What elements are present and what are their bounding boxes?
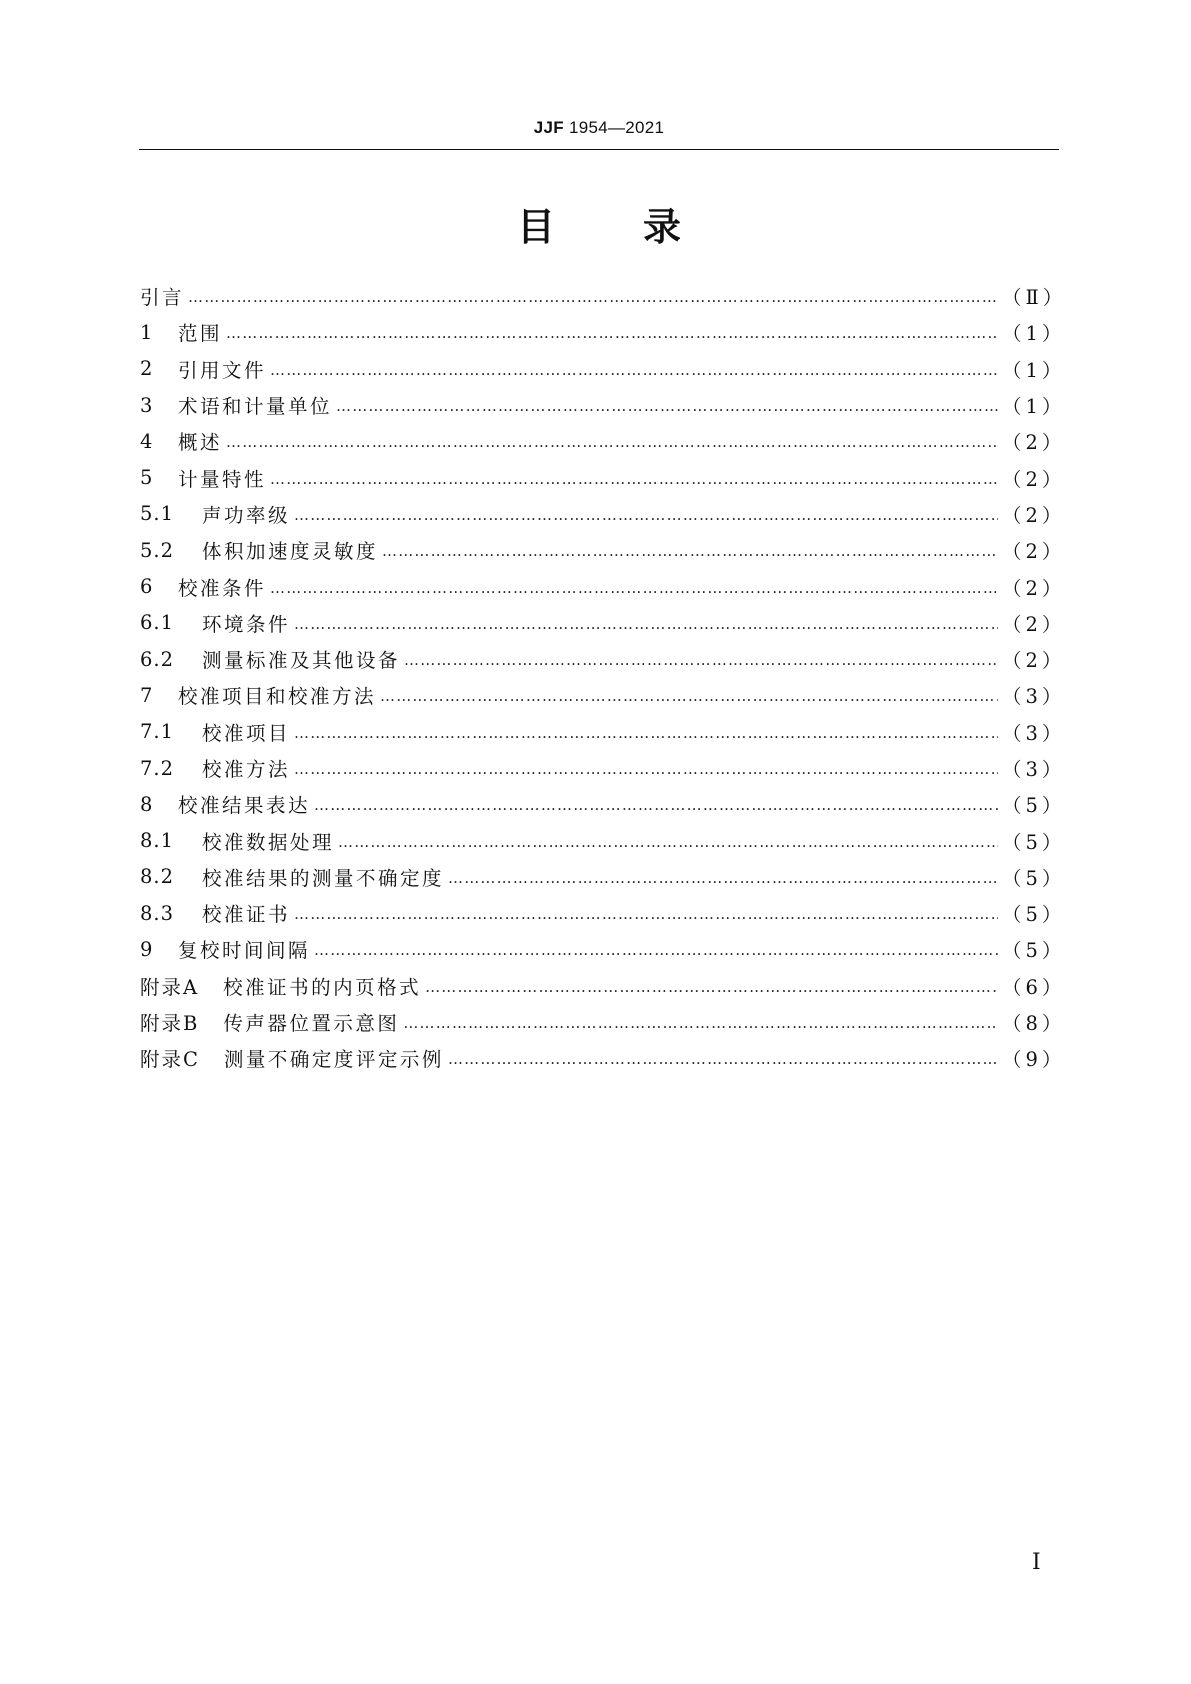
toc-entry-number: 8.3	[140, 901, 175, 925]
toc-entry-number: 6.1	[140, 611, 175, 635]
toc-entry-3[interactable]	[140, 387, 1066, 423]
toc-entry-title: 校准条件	[178, 576, 267, 600]
table-of-contents	[140, 278, 1067, 1077]
toc-entry-8[interactable]	[140, 786, 1066, 822]
toc-entry-4[interactable]	[140, 423, 1066, 459]
toc-entry-page: （1）	[1002, 395, 1066, 419]
title-char-2: 录	[643, 205, 682, 249]
toc-entry-8-2[interactable]	[140, 859, 1066, 895]
toc-entry-5-1[interactable]	[140, 496, 1066, 532]
toc-entry-appendix-b[interactable]	[140, 1004, 1066, 1040]
toc-entry-number: 4	[140, 429, 154, 453]
toc-leader-dots	[314, 796, 998, 814]
toc-entry-appendix-c[interactable]	[140, 1040, 1066, 1076]
toc-entry-title: 复校时间间隔	[178, 939, 311, 963]
toc-entry-7-1[interactable]	[140, 714, 1066, 750]
toc-entry-5-2[interactable]	[140, 532, 1066, 568]
toc-entry-number: 5.1	[140, 502, 175, 526]
toc-entry-title: 概述	[178, 431, 223, 455]
toc-entry-title: 声功率级	[202, 503, 291, 527]
toc-entry-page: （2）	[1002, 467, 1066, 491]
toc-entry-9[interactable]	[140, 931, 1066, 967]
toc-leader-dots	[294, 506, 998, 524]
toc-entry-page: （5）	[1002, 903, 1066, 927]
toc-entry-2[interactable]	[140, 351, 1066, 387]
toc-entry-title: 引用文件	[178, 358, 267, 382]
toc-entry-page: （2）	[1002, 540, 1066, 564]
toc-entry-6-1[interactable]	[140, 605, 1066, 641]
title-char-1: 目	[516, 205, 555, 249]
toc-entry-5[interactable]	[140, 459, 1066, 495]
toc-entry-number: 7.2	[140, 756, 175, 780]
toc-leader-dots	[380, 687, 998, 705]
toc-entry-page: （2）	[1002, 431, 1066, 455]
toc-leader-dots	[448, 1050, 998, 1068]
toc-leader-dots	[403, 1014, 998, 1032]
toc-entry-number: 1	[140, 320, 154, 344]
toc-entry-title: 校准数据处理	[202, 830, 335, 854]
toc-entry-title: 校准结果的测量不确定度	[202, 866, 445, 890]
toc-entry-number: 附录B	[140, 1012, 200, 1036]
toc-entry-number: 8.1	[140, 829, 175, 853]
toc-leader-dots	[226, 433, 998, 451]
toc-entry-7[interactable]	[140, 677, 1066, 713]
toc-entry-title: 引言	[140, 286, 185, 310]
toc-entry-number: 7	[140, 683, 154, 707]
toc-entry-number: 5.2	[140, 538, 175, 562]
toc-entry-title: 校准结果表达	[178, 794, 311, 818]
toc-entry-page: （2）	[1002, 503, 1066, 527]
toc-entry-8-3[interactable]	[140, 895, 1066, 931]
toc-entry-page: （3）	[1002, 685, 1066, 709]
toc-entry-intro[interactable]	[140, 278, 1067, 314]
toc-entry-title: 术语和计量单位	[178, 395, 333, 419]
toc-entry-7-2[interactable]	[140, 750, 1066, 786]
toc-entry-6[interactable]	[140, 568, 1066, 604]
toc-entry-title: 计量特性	[178, 467, 267, 491]
toc-entry-page: （5）	[1002, 794, 1066, 818]
toc-entry-title: 体积加速度灵敏度	[202, 540, 379, 564]
toc-entry-number: 附录A	[140, 975, 200, 999]
toc-entry-title: 校准项目	[202, 721, 291, 745]
toc-leader-dots	[188, 288, 998, 306]
toc-entry-title: 校准证书的内页格式	[223, 975, 422, 999]
page-title	[139, 196, 1059, 251]
toc-entry-number: 8	[140, 792, 154, 816]
toc-entry-page: （1）	[1002, 322, 1066, 346]
toc-leader-dots	[294, 760, 998, 778]
standard-code: JJF	[533, 118, 564, 137]
toc-entry-appendix-a[interactable]	[140, 968, 1066, 1004]
toc-entry-number: 9	[140, 937, 154, 961]
toc-entry-page: （1）	[1002, 358, 1066, 382]
toc-leader-dots	[382, 542, 998, 560]
toc-entry-page: （9）	[1002, 1048, 1066, 1072]
page-number: Ⅰ	[1032, 1550, 1041, 1575]
toc-leader-dots	[338, 833, 998, 851]
toc-entry-title: 校准证书	[202, 903, 291, 927]
toc-leader-dots	[270, 361, 998, 379]
standard-number: 1954—2021	[568, 118, 665, 137]
toc-leader-dots	[425, 978, 998, 996]
toc-entry-title: 校准方法	[202, 758, 291, 781]
toc-entry-number: 附录C	[140, 1048, 200, 1072]
header-rule	[139, 149, 1059, 150]
toc-leader-dots	[404, 651, 998, 669]
toc-entry-title: 校准项目和校准方法	[178, 685, 377, 709]
running-header	[139, 118, 1059, 138]
toc-entry-title: 环境条件	[202, 612, 291, 636]
toc-entry-page: （5）	[1002, 866, 1066, 890]
toc-entry-number: 2	[140, 357, 154, 381]
toc-entry-number: 8.2	[140, 865, 175, 889]
toc-entry-number: 7.1	[140, 720, 175, 744]
toc-entry-title: 传声器位置示意图	[223, 1012, 400, 1036]
toc-leader-dots	[270, 579, 998, 597]
toc-leader-dots	[294, 724, 998, 742]
toc-leader-dots	[294, 615, 998, 633]
toc-entry-title: 测量不确定度评定示例	[223, 1048, 444, 1072]
toc-leader-dots	[336, 397, 998, 415]
toc-entry-8-1[interactable]	[140, 822, 1066, 858]
toc-entry-page: （2）	[1002, 612, 1066, 636]
toc-entry-page: （3）	[1002, 758, 1066, 781]
toc-entry-page: （5）	[1002, 830, 1066, 854]
toc-entry-number: 5	[140, 466, 154, 490]
toc-entry-number: 3	[140, 393, 154, 417]
toc-entry-page: （3）	[1002, 721, 1066, 745]
toc-entry-number: 6	[140, 575, 154, 599]
toc-entry-page: （2）	[1002, 576, 1066, 600]
toc-leader-dots	[294, 905, 998, 923]
toc-entry-page: （5）	[1002, 939, 1066, 963]
toc-entry-6-2[interactable]	[140, 641, 1066, 677]
toc-entry-page: （8）	[1002, 1012, 1066, 1036]
toc-entry-number: 6.2	[140, 647, 175, 671]
toc-entry-title: 测量标准及其他设备	[202, 649, 401, 673]
toc-entry-1[interactable]	[140, 314, 1066, 350]
toc-leader-dots	[226, 324, 998, 342]
toc-entry-page: （Ⅱ）	[1002, 286, 1067, 310]
toc-entry-page: （2）	[1002, 649, 1066, 673]
toc-leader-dots	[314, 941, 998, 959]
toc-entry-page: （6）	[1002, 975, 1066, 999]
toc-leader-dots	[270, 470, 998, 488]
toc-leader-dots	[448, 869, 998, 887]
toc-entry-title: 范围	[178, 322, 223, 346]
